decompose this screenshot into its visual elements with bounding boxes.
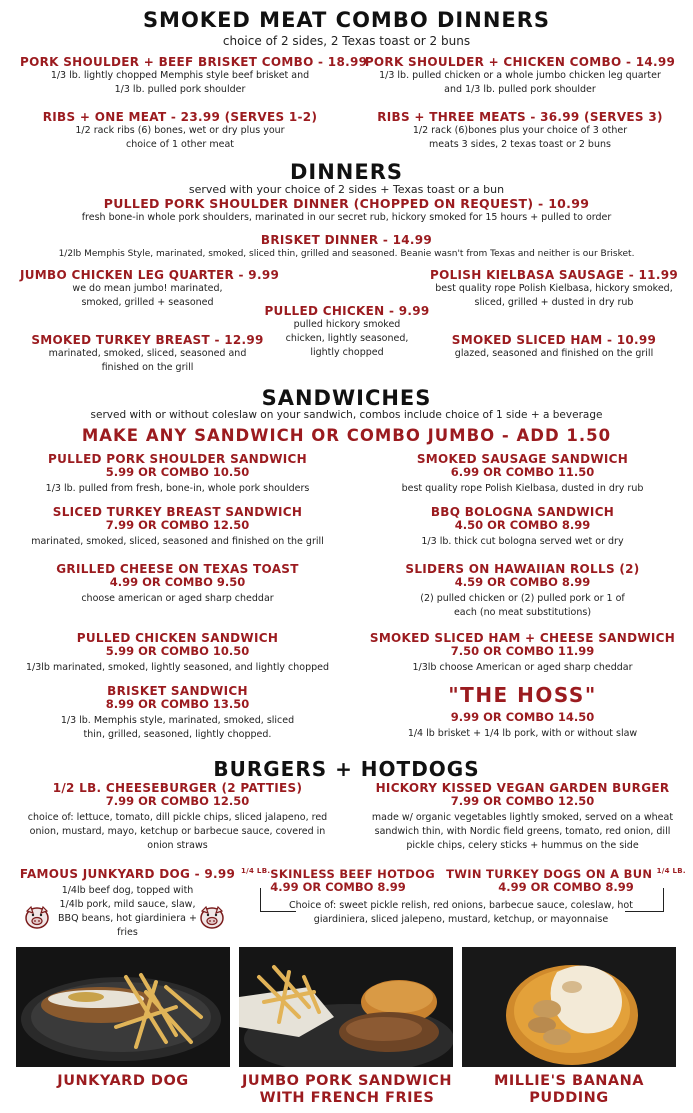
sandwich-item-desc: 1/3 lb. pulled from fresh, bone-in, whole pork shoulders (45, 483, 310, 494)
combo-item (355, 110, 685, 152)
photo-caption: JUMBO PORK SANDWICH WITH FRENCH FRIES (242, 1073, 452, 1106)
dinner-item-name: SMOKED SLICED HAM - 10.99 (451, 333, 657, 347)
banana-pudding-photo (462, 947, 676, 1067)
burger-item-price: 7.99 OR COMBO 12.50 (105, 794, 250, 808)
burger-item-price: 4.99 OR COMBO 8.99 (270, 880, 406, 894)
sandwich-item (355, 452, 690, 496)
sandwich-item (5, 684, 350, 742)
combo-item (355, 55, 685, 97)
sandwich-item (5, 452, 350, 496)
dinner-item-desc: 1/2lb Memphis Style, marinated, smoked, sliced thin, grilled and seasoned. Beanie wasn't from Texas and neither is our Brisket. (58, 249, 635, 259)
dinner-item-name: BRISKET DINNER - 14.99 (260, 233, 433, 247)
combo-item-desc: 1/3 lb. pulled chicken or a whole jumbo chicken leg quarter and 1/3 lb. pulled pork shoulder (379, 70, 661, 95)
dinner-item-turkey (20, 333, 275, 375)
sandwich-item-desc: best quality rope Polish Kielbasa, dusted in dry rub (401, 483, 644, 494)
sandwich-item-price: 4.50 OR COMBO 8.99 (454, 518, 591, 532)
burger-item-name: SKINLESS BEEF HOTDOG (270, 867, 435, 881)
junkyard-dog-image (16, 947, 230, 1067)
turkey-dog-weight-label: 1/4 LB. (656, 867, 686, 876)
sandwich-item (5, 562, 350, 606)
burger-item-turkey-dogs (446, 867, 686, 894)
sandwich-item-price: 5.99 OR COMBO 10.50 (105, 644, 250, 658)
sandwich-item-price: 8.99 OR COMBO 13.50 (105, 697, 250, 711)
sandwich-item-name: BBQ BOLOGNA SANDWICH (430, 505, 615, 519)
sandwich-item-name: PULLED PORK SHOULDER SANDWICH (48, 452, 307, 466)
combo-item-name: RIBS + ONE MEAT - 23.99 (SERVES 1-2) (42, 110, 318, 124)
sandwiches-jumbo-banner: MAKE ANY SANDWICH OR COMBO JUMBO - ADD 1.50 (81, 426, 612, 445)
sandwich-item (5, 631, 350, 675)
burger-item-name: 1/2 LB. CHEESEBURGER (2 PATTIES) (52, 781, 303, 795)
burger-item-name: HICKORY KISSED VEGAN GARDEN BURGER (375, 781, 670, 795)
sandwich-item (355, 631, 690, 675)
sandwich-item-price: 7.99 OR COMBO 12.50 (105, 518, 250, 532)
sandwich-item-name: PULLED CHICKEN SANDWICH (76, 631, 279, 645)
jumbo-pork-sandwich-image (239, 947, 453, 1067)
sandwich-item-desc: 1/3lb marinated, smoked, lightly seasoned, and lightly chopped (25, 662, 330, 673)
dinner-item-kielbasa (425, 268, 683, 310)
dinner-item-desc: marinated, smoked, sliced, seasoned and finished on the grill (48, 348, 247, 373)
dinners-subtitle: served with your choice of 2 sides + Texas toast or a bun (188, 183, 505, 196)
pig-icon (197, 902, 227, 932)
combo-item (20, 55, 368, 97)
burger-item-desc: made w/ organic vegetables lightly smoked, served on a wheat sandwich thin, with Nordic field greens, tomato, red onion, dill pickle chips, celery sticks + hummus on the side (371, 812, 674, 851)
sandwiches-subtitle: served with or without coleslaw on your sandwich, combos include choice of 1 side + a beverage (90, 409, 603, 421)
dinner-item-name: SMOKED TURKEY BREAST - 12.99 (31, 333, 264, 347)
sandwich-item-name: SMOKED SAUSAGE SANDWICH (416, 452, 629, 466)
burger-item-vegan (355, 781, 690, 853)
sandwich-item (355, 505, 690, 549)
sandwich-item-desc: choose american or aged sharp cheddar (81, 593, 274, 604)
dinner-item-pulled-pork (0, 196, 693, 225)
sandwich-item-name: GRILLED CHEESE ON TEXAS TOAST (56, 562, 299, 576)
sandwich-item-desc: 1/4 lb brisket + 1/4 lb pork, with or without slaw (407, 728, 638, 739)
burgers-title: BURGERS + HOTDOGS (213, 757, 480, 781)
sandwich-item (355, 562, 690, 620)
sandwich-item-price: 7.50 OR COMBO 11.99 (450, 644, 595, 658)
combo-item-name: PORK SHOULDER + CHICKEN COMBO - 14.99 (364, 55, 676, 69)
sandwich-item-desc: 1/3 lb. thick cut bologna served wet or dry (421, 536, 624, 547)
jumbo-pork-sandwich-photo (239, 947, 453, 1067)
combo-item-name: RIBS + THREE MEATS - 36.99 (SERVES 3) (377, 110, 663, 124)
burger-item-beef-hotdog (238, 867, 438, 894)
dinner-item-desc: we do mean jumbo! marinated, smoked, grilled + seasoned (72, 283, 223, 308)
sandwich-item-name: "THE HOSS" (448, 683, 597, 707)
sandwich-item-price: 6.99 OR COMBO 11.50 (450, 465, 595, 479)
banana-pudding-image (462, 947, 676, 1067)
combo-subtitle: choice of 2 sides, 2 Texas toast or 2 buns (222, 34, 471, 48)
dinner-item-name: JUMBO CHICKEN LEG QUARTER - 9.99 (20, 268, 280, 282)
photo-caption: JUNKYARD DOG (57, 1073, 189, 1089)
burger-item-price: 7.99 OR COMBO 12.50 (450, 794, 595, 808)
dinner-item-ham (430, 333, 678, 361)
dinner-item-name: PULLED PORK SHOULDER DINNER (CHOPPED ON REQUEST) - 10.99 (103, 196, 590, 211)
sandwich-item-price: 5.99 OR COMBO 10.50 (105, 465, 250, 479)
dinner-item-brisket (0, 233, 693, 261)
combo-item (20, 110, 340, 152)
hotdog-weight-label: 1/4 LB. (241, 867, 271, 876)
dinner-item-desc: glazed, seasoned and finished on the grill (454, 348, 654, 359)
sandwich-item-name: SMOKED SLICED HAM + CHEESE SANDWICH (369, 631, 676, 645)
burger-item-name: TWIN TURKEY DOGS ON A BUN (446, 867, 653, 881)
dinner-item-desc: best quality rope Polish Kielbasa, hickory smoked, sliced, grilled + dusted in dry rub (435, 283, 673, 308)
sandwich-item-desc: (2) pulled chicken or (2) pulled pork or 1 of each (no meat substitutions) (420, 593, 625, 618)
burger-item-desc: choice of: lettuce, tomato, dill pickle chips, sliced jalapeno, red onion, mustard, mayo, ketchup or barbecue sauce, covered in onion straws (27, 812, 328, 851)
dinner-item-chicken-leg (20, 268, 280, 310)
burger-item-name: FAMOUS JUNKYARD DOG - 9.99 (19, 867, 236, 881)
junkyard-dog-photo (16, 947, 230, 1067)
sandwich-item (5, 505, 350, 549)
sandwich-item-price: 9.99 OR COMBO 14.50 (450, 710, 595, 724)
combo-item-desc: 1/2 rack (6)bones plus your choice of 3 other meats 3 sides, 2 texas toast or 2 buns (412, 125, 628, 150)
dinner-item-desc: pulled hickory smoked chicken, lightly seasoned, lightly chopped (285, 319, 409, 358)
dinner-item-name: POLISH KIELBASA SAUSAGE - 11.99 (430, 268, 678, 282)
sandwich-item-name: SLIDERS ON HAWAIIAN ROLLS (2) (405, 562, 640, 576)
combo-item-desc: 1/3 lb. lightly chopped Memphis style beef brisket and 1/3 lb. pulled pork shoulder (50, 70, 310, 95)
burger-item-cheeseburger (5, 781, 350, 853)
dinners-title: DINNERS (289, 160, 404, 184)
burger-item-desc: 1/4lb beef dog, topped with 1/4lb pork, mild sauce, slaw, BBQ beans, hot giardiniera + fries (58, 885, 197, 938)
burger-item-price: 4.99 OR COMBO 8.99 (498, 880, 634, 894)
dinner-item-desc: fresh bone-in whole pork shoulders, marinated in our secret rub, hickory smoked for 15 hours + pulled to order (81, 212, 612, 223)
sandwich-item-desc: 1/3 lb. Memphis style, marinated, smoked, sliced thin, grilled, seasoned, lightly chopped. (60, 715, 295, 740)
combo-item-desc: 1/2 rack ribs (6) bones, wet or dry plus your choice of 1 other meat (75, 125, 285, 150)
sandwich-item-desc: marinated, smoked, sliced, seasoned and finished on the grill (31, 536, 324, 547)
combo-item-name: PORK SHOULDER + BEEF BRISKET COMBO - 18.99 (20, 55, 368, 69)
sandwiches-title: SANDWICHES (261, 386, 432, 410)
sandwich-item-name: BRISKET SANDWICH (107, 684, 248, 698)
hotdog-choices: Choice of: sweet pickle relish, red onions, barbecue sauce, coleslaw, hot giardiniera, sliced jalepeno, mustard, ketchup, or mayonnaise (289, 900, 633, 925)
sandwich-item-the-hoss (355, 683, 690, 741)
photo-caption: MILLIE'S BANANA PUDDING (493, 1073, 645, 1106)
combo-title: SMOKED MEAT COMBO DINNERS (142, 8, 551, 32)
bracket-line (663, 888, 664, 912)
sandwich-item-price: 4.99 OR COMBO 9.50 (109, 575, 246, 589)
sandwich-item-name: SLICED TURKEY BREAST SANDWICH (52, 505, 303, 519)
dinner-item-pulled-chicken (262, 304, 432, 360)
sandwich-item-desc: 1/3lb choose American or aged sharp cheddar (412, 662, 633, 673)
dinner-item-name: PULLED CHICKEN - 9.99 (264, 304, 430, 318)
sandwich-item-price: 4.59 OR COMBO 8.99 (454, 575, 591, 589)
bracket-line (260, 888, 261, 912)
pig-icon (22, 902, 52, 932)
